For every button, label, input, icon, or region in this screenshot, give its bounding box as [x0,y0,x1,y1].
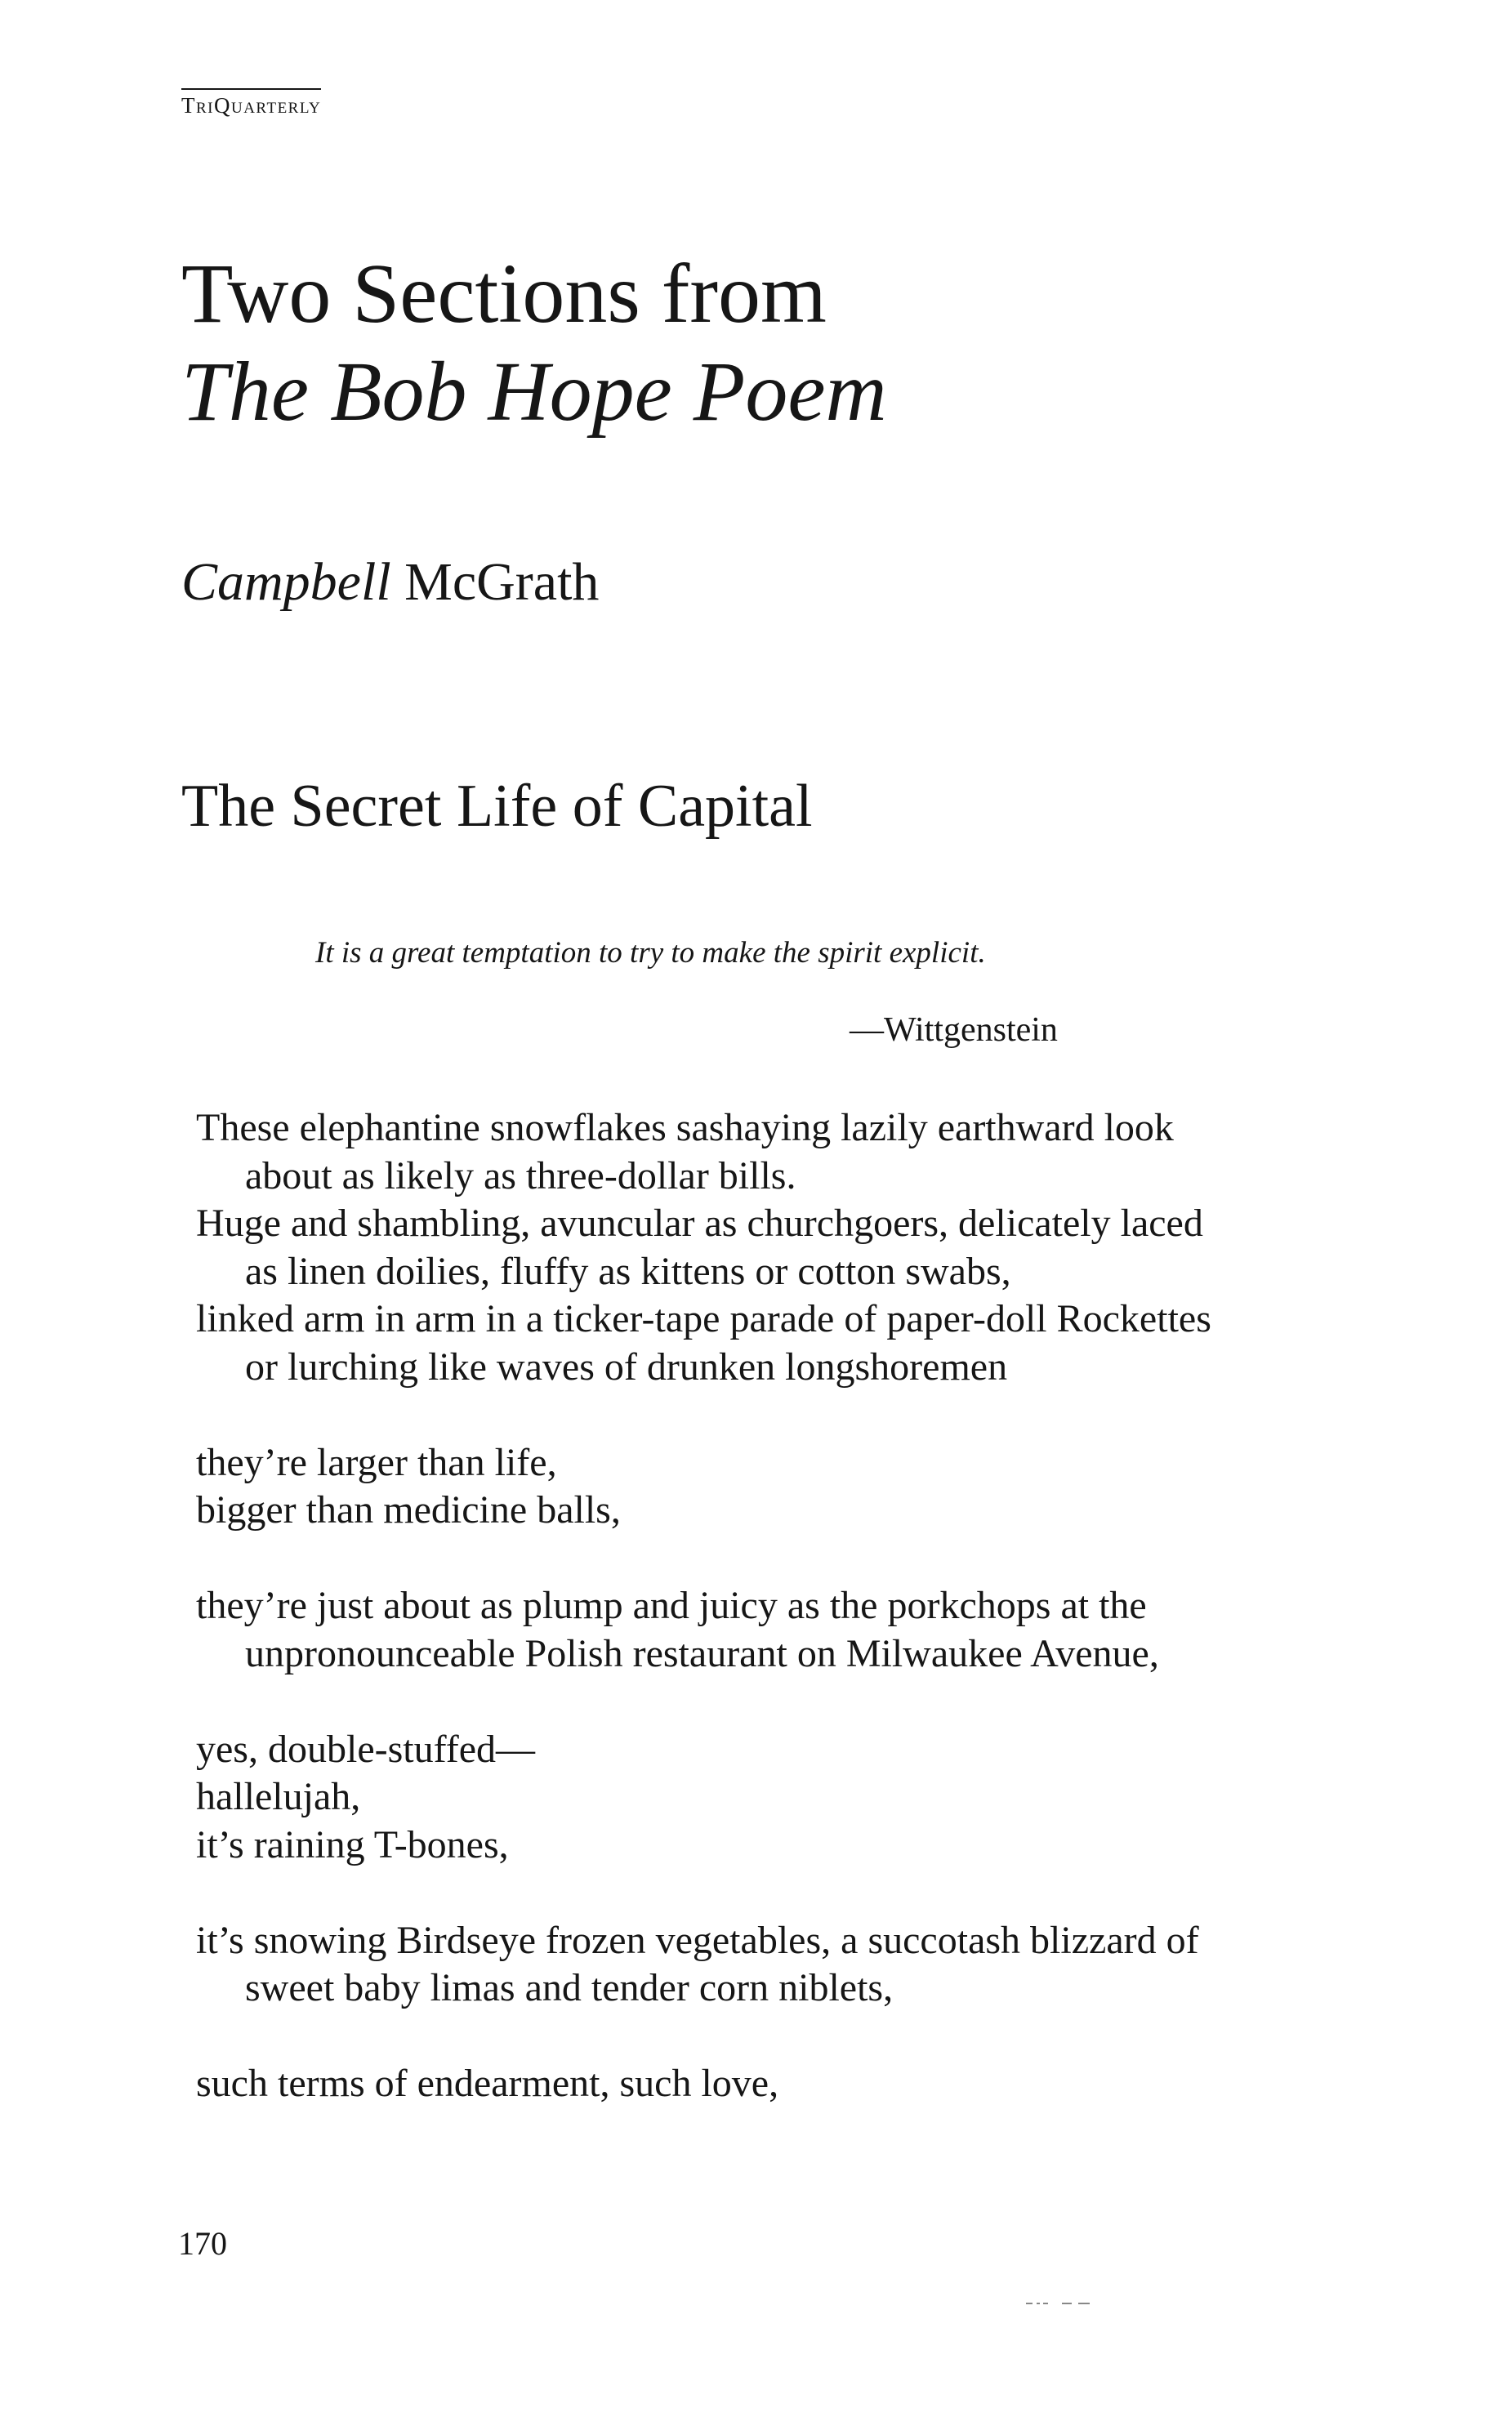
poem-line: or lurching like waves of drunken longshoremen [245,1345,1008,1389]
page-number: 170 [178,2225,227,2262]
title-line-1: Two Sections from [181,247,827,341]
poem-line: they’re just about as plump and juicy as the porkchops at the [196,1584,1147,1627]
poem-line: Huge and shambling, avuncular as churchgoers, delicately laced [196,1202,1203,1245]
running-head: TriQuarterly [181,88,321,117]
poem-line: unpronounceable Polish restaurant on Milwaukee Avenue, [245,1631,1159,1675]
scan-mark [1026,2302,1108,2305]
section-title: The Secret Life of Capital [181,773,813,840]
poem-line: sweet baby limas and tender corn niblets, [245,1966,894,2009]
poem-line: about as likely as three-dollar bills. [245,1153,796,1197]
poem-body [196,1104,1380,2108]
poem-line: bigger than medicine balls, [196,1488,621,1532]
poem-line: These elephantine snowflakes sashaying lazily earthward look [196,1106,1174,1149]
author-given-name: Campbell [181,552,391,612]
poem-line: it’s snowing Birdseye frozen vegetables, a succotash blizzard of [196,1918,1199,1962]
title-line-2: The Bob Hope Poem [181,344,887,439]
poem-stanza [196,1104,1380,1391]
poem-line: such terms of endearment, such love, [196,2062,779,2105]
author-family-name: McGrath [404,552,600,612]
poem-stanza [196,1917,1380,2013]
epigraph-attribution: —Wittgenstein [850,1011,1058,1049]
poem-stanza [196,1439,1380,1535]
poem-stanza [196,1726,1380,1870]
poem-line: they’re larger than life, [196,1440,557,1484]
poem-line: hallelujah, [196,1775,361,1818]
poem-stanza [196,2060,1380,2108]
poem-stanza [196,1582,1380,1678]
poem-line: yes, double-stuffed— [196,1727,536,1771]
author-byline [181,552,600,612]
poem-line: it’s raining T-bones, [196,1822,509,1866]
epigraph-quote: It is a great temptation to try to make the spirit explicit. [315,936,986,970]
poem-line: as linen doilies, fluffy as kittens or cotton swabs, [245,1249,1011,1293]
poem-line: linked arm in arm in a ticker-tape parade of paper-doll Rockettes [196,1297,1211,1340]
page-title [181,245,887,440]
